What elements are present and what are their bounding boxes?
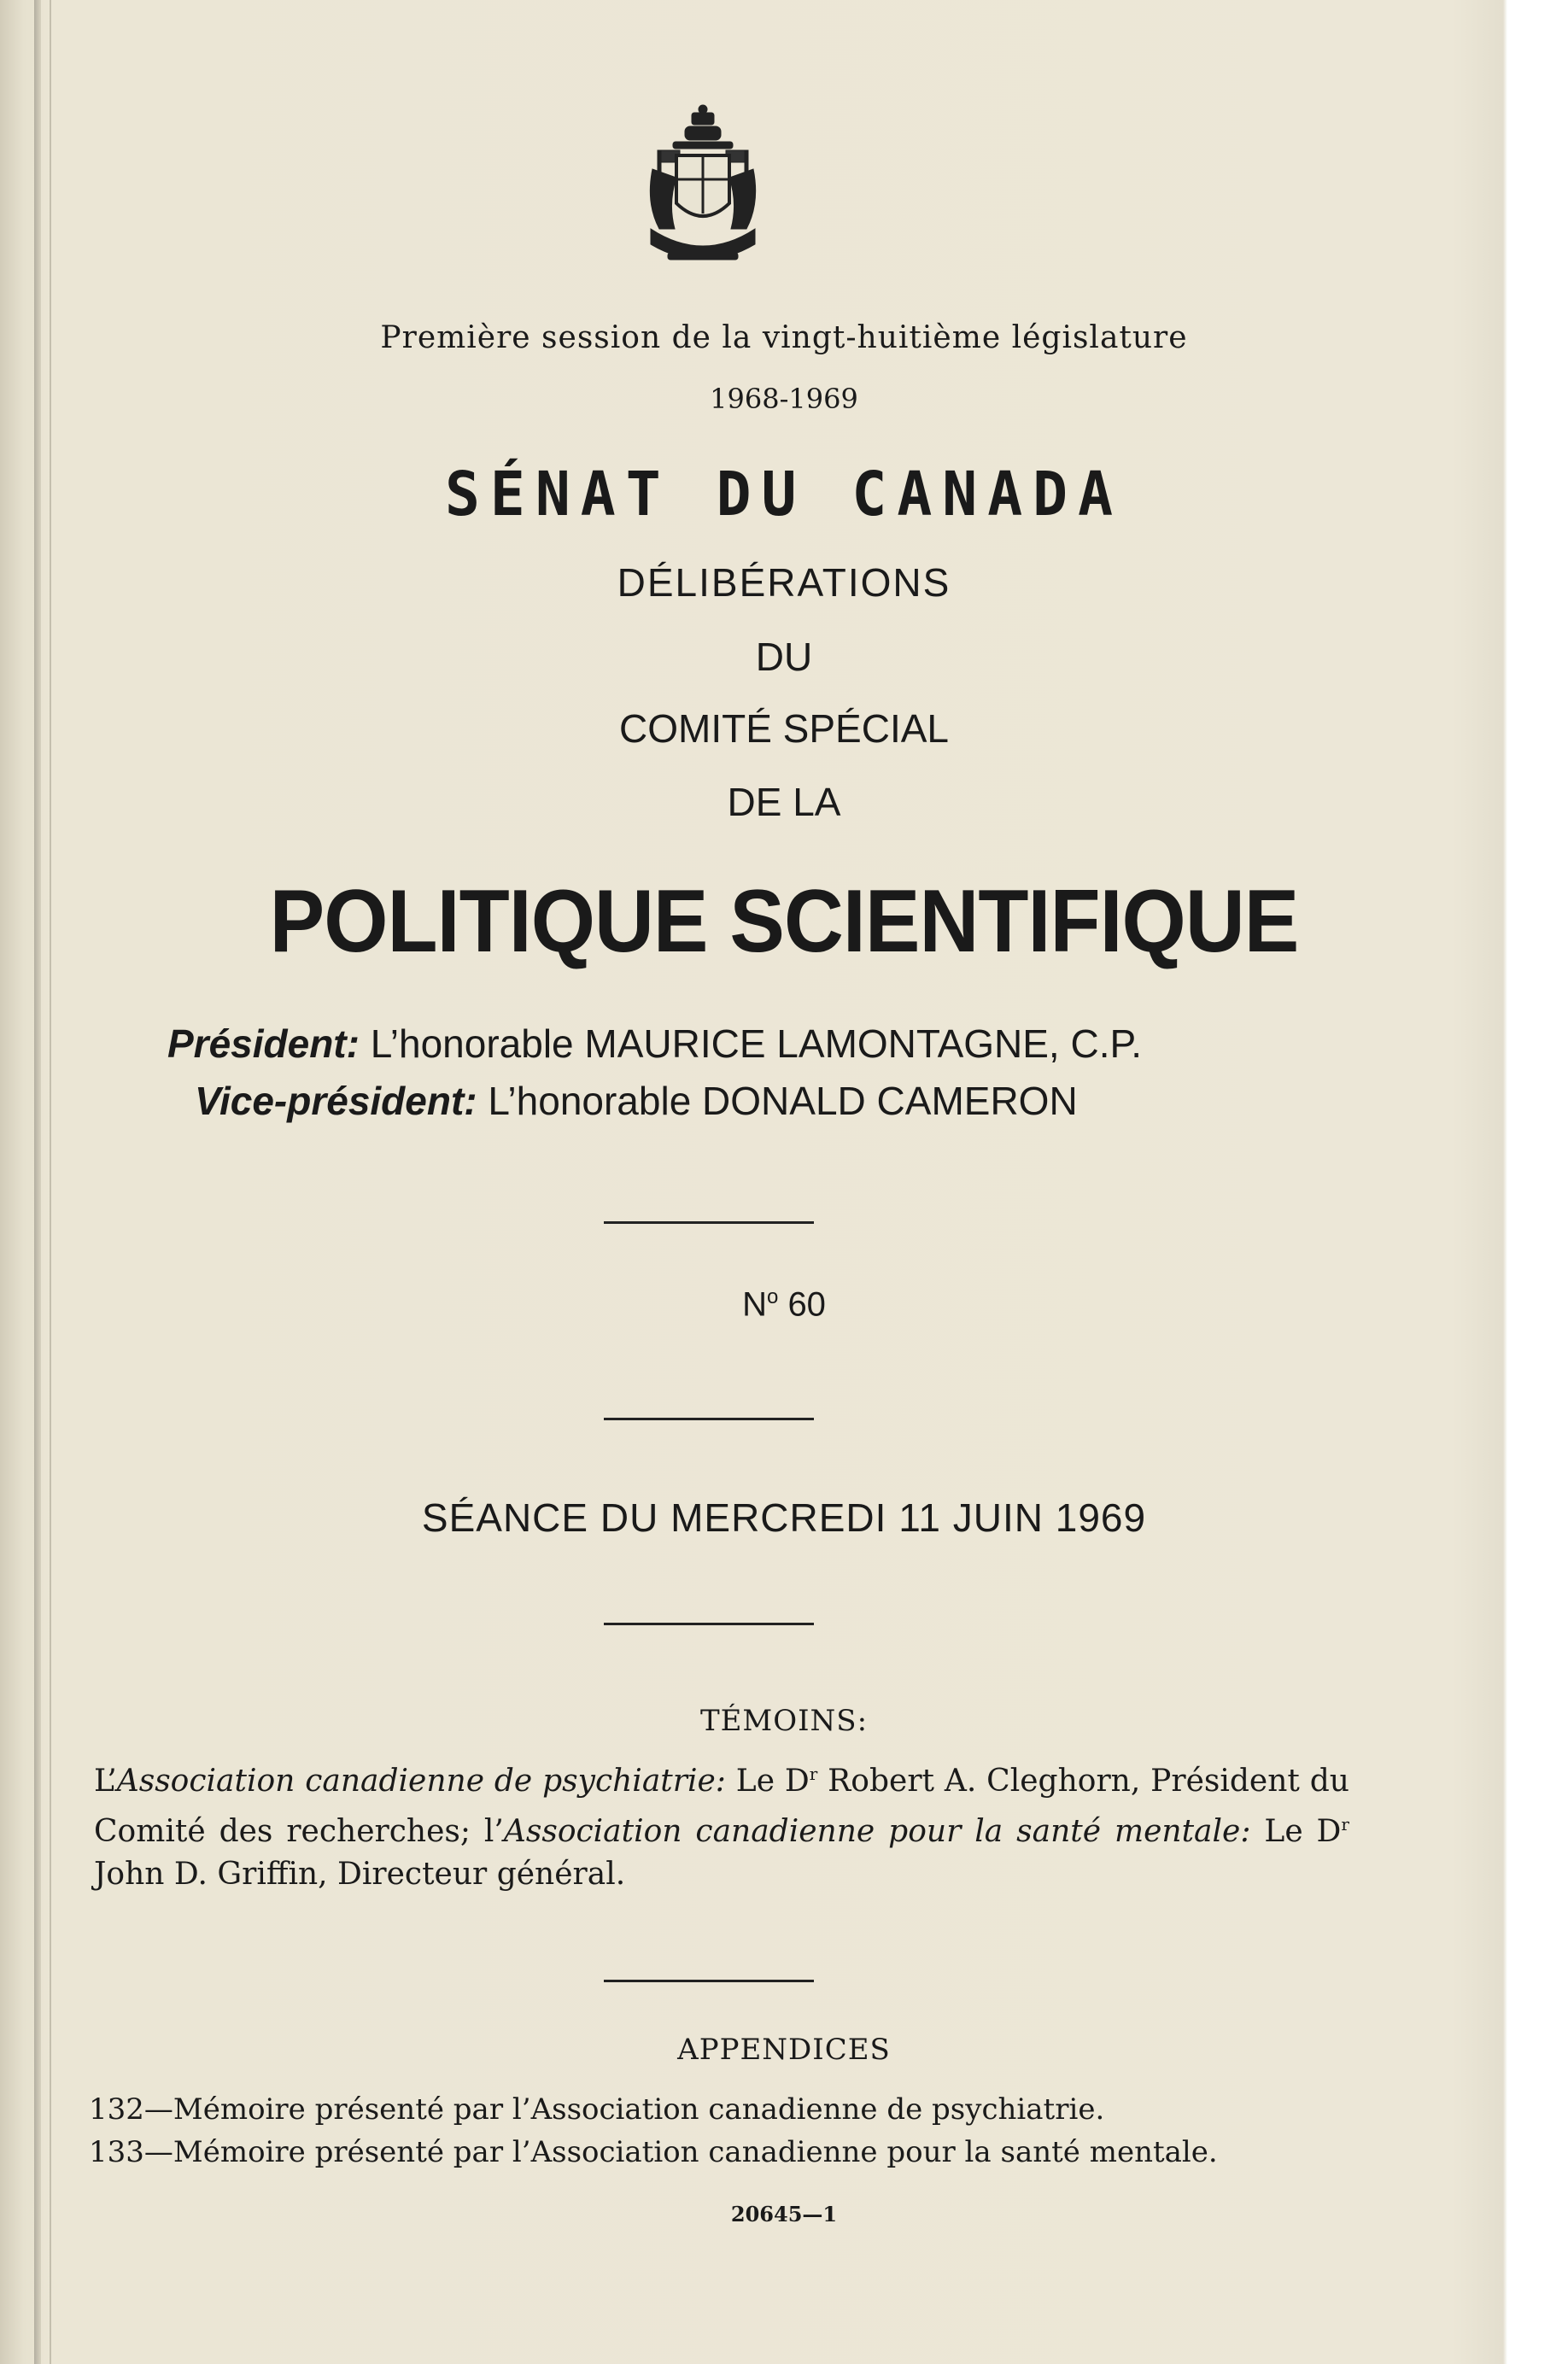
senate-title: SÉNAT DU CANADA (444, 459, 1124, 530)
appendix-item: 132—Mémoire présenté par l’Association canadienne de psychiatrie. (89, 2092, 1105, 2127)
meeting-date: SÉANCE DU MERCREDI 11 JUIN 1969 (421, 1495, 1147, 1540)
session-years: 1968-1969 (710, 383, 858, 415)
title-deliberations: DÉLIBÉRATIONS (617, 560, 951, 605)
witness-org-1: Association canadienne de psychiatrie: (116, 1764, 726, 1799)
witness-text: Le D (725, 1764, 810, 1799)
witness-text: Le D (1250, 1814, 1342, 1849)
witness-sup: r (809, 1764, 818, 1784)
president-name: L’honorable MAURICE LAMONTAGNE, C.P. (370, 1021, 1143, 1066)
vice-president-label: Vice-président: (195, 1079, 477, 1123)
title-comite-special: COMITÉ SPÉCIAL (619, 706, 949, 751)
coat-of-arms-icon (642, 101, 764, 275)
issue-prefix: N (742, 1285, 767, 1324)
committee-title: POLITIQUE SCIENTIFIQUE (269, 872, 1299, 971)
appendix-item: 133—Mémoire présenté par l’Association canadienne pour la santé mentale. (89, 2135, 1218, 2169)
title-de-la: DE LA (727, 780, 841, 824)
president-line (167, 1021, 1414, 1067)
witness-text: John D. Griffin, Directeur général. (94, 1857, 626, 1892)
issue-number (0, 1285, 1568, 1324)
witnesses-heading: TÉMOINS: (699, 1704, 869, 1738)
witnesses-paragraph (94, 1753, 1349, 1896)
vice-president-line (195, 1078, 1442, 1124)
divider (604, 1221, 814, 1224)
president-label: Président: (167, 1021, 360, 1066)
divider (604, 1418, 814, 1420)
divider (604, 1980, 814, 1982)
appendices-heading: APPENDICES (677, 2033, 891, 2067)
witness-sup: r (1341, 1814, 1349, 1834)
issue-sup: o (766, 1285, 779, 1308)
divider (604, 1623, 814, 1625)
witness-org-2: Association canadienne pour la santé mentale: (503, 1814, 1251, 1849)
witness-text: L’ (94, 1764, 117, 1799)
issue-value: 60 (787, 1285, 826, 1324)
session-line: Première session de la vingt-huitième législature (380, 320, 1188, 355)
print-code: 20645—1 (730, 2202, 838, 2226)
vice-president-name: L’honorable DONALD CAMERON (488, 1079, 1078, 1123)
title-du: DU (755, 635, 813, 679)
witness-text: Robert A. Cleghorn, Président du Comité des recherches; l’ (94, 1764, 1349, 1849)
